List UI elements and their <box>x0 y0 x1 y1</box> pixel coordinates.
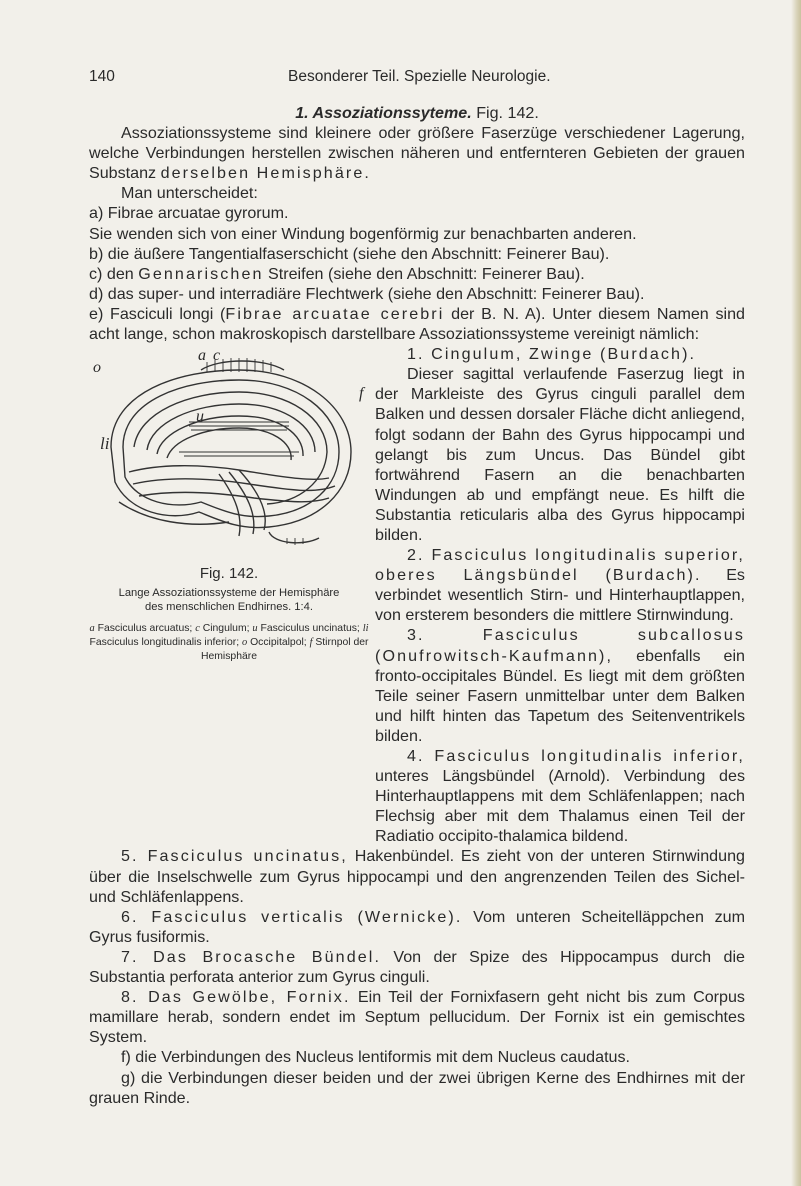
figure-number: Fig. 142. <box>199 565 259 583</box>
list-item-1: 1. Cingulum, Zwinge (Burdach). <box>407 345 697 364</box>
brain-diagram <box>89 352 369 552</box>
item-c: c) den Gennarischen Streifen (siehe den Abschnitt: Feinerer Bau). <box>89 264 585 283</box>
list-item-4: 4. Fasciculus longitudinalis inferior, unteres Längsbündel (Arnold). Verbindung des Hinterhauptlappens mit dem Schläfenlappen; nach Flechsig aber mit dem Thalamus einen Teil der Radiatio occipito-thalamica bildend. <box>375 747 745 846</box>
figure-label-c: c <box>213 347 221 365</box>
figure-legend: a Fasciculus arcuatus; c Cingulum; u Fasciculus uncinatus; li Fasciculus longitudinalis inferior; o Occipitalpol; f Stirnpol der Hemisphäre <box>89 623 369 663</box>
section-fig-ref: Fig. 142. <box>476 104 539 122</box>
list-item-7: 7. Das Brocasche Bündel. Von der Spize des Hippocampus durch die Substantia perforata anterior zum Gyrus cinguli. <box>89 947 745 987</box>
running-header <box>89 68 711 90</box>
figure-image <box>89 347 369 552</box>
figure-142 <box>89 344 369 836</box>
item-a: a) Fibrae arcuatae gyrorum. <box>89 204 289 223</box>
figure-label-u: u <box>196 408 204 426</box>
section-title: 1. Assoziationssyteme. <box>295 104 472 122</box>
page-edge <box>791 0 801 1186</box>
text-column <box>89 103 745 1108</box>
figure-label-o: o <box>93 359 101 377</box>
item-d: d) das super- und interradiäre Flechtwerk (siehe den Abschnitt: Feinerer Bau). <box>89 284 645 303</box>
item-b: b) die äußere Tangentialfaserschicht (siehe den Abschnitt: Feinerer Bau). <box>89 244 610 263</box>
figure-label-li: li <box>100 434 110 454</box>
item-g: g) die Verbindungen dieser beiden und der zwei übrigen Kerne des Endhirnes mit der grauen Rinde. <box>89 1068 745 1107</box>
list-item-5: 5. Fasciculus uncinatus, Hakenbündel. Es zieht von der unteren Stirnwindung über die Inselschwelle zum Gyrus hippocampi und den angrenzenden Teilen des Sichel- und Schläfenlappens. <box>89 847 745 906</box>
list-item-2: 2. Fasciculus longitudinalis superior, oberes Längsbündel (Burdach). Es verbindet wesentlich Stirn- und Hinterhauptlappen, von ersterem besonders die mittlere Stirnwindung. <box>375 546 745 625</box>
figure-label-f: f <box>359 385 364 403</box>
page-number: 140 <box>89 68 115 85</box>
item-e: e) Fasciculi longi (Fibrae arcuatae cerebri der B. N. A). Unter diesem Namen sind acht lange, schon makroskopisch darstellbare Assoziationssysteme vereinigt nämlich: <box>89 304 745 344</box>
figure-label-a: a <box>198 347 206 365</box>
intro-paragraph: Assoziationssysteme sind kleinere oder größere Faserzüge verschiedener Lagerung, welche Verbindungen herstellen zwischen näheren und entfernteren Gebieten der grauen Substanz derselben Hemisphäre. <box>89 124 745 183</box>
distinguish-line: Man unterscheidet: <box>121 184 258 203</box>
list-item-1-text: Dieser sagittal verlaufende Faserzug liegt in der Markleiste des Gyrus cinguli parallel dem Balken und dessen dorsaler Fläche dicht anliegend, folgt sodann der Bahn des Gyrus hippocampi und gelangt bis zum Uncus. Das Bündel gibt fortwährend Fasern an die benachbarten Windungen ab und empfängt neue. Es hilft die Substantia reticularis alba des Gyrus hippocampi bilden. <box>375 365 745 544</box>
item-f: f) die Verbindungen des Nucleus lentiformis mit dem Nucleus caudatus. <box>121 1048 631 1067</box>
list-item-3: 3. Fasciculus subcallosus (Onufrowitsch-Kaufmann), ebenfalls ein fronto-occipitales Bündel. Es liegt mit dem größten Teile seiner Fasern unmittelbar unter dem Balken und hilft hinten das Tapetum des Seitenventrikels bilden. <box>375 626 745 745</box>
figure-caption: Lange Assoziationssysteme der Hemisphäre des menschlichen Endhirnes. 1:4. <box>118 587 340 614</box>
item-a-desc: Sie wenden sich von einer Windung bogenförmig zur benachbarten anderen. <box>89 224 637 243</box>
running-title: Besonderer Teil. Spezielle Neurologie. <box>288 68 551 85</box>
list-item-8: 8. Das Gewölbe, Fornix. Ein Teil der Fornixfasern geht nicht bis zum Corpus mamillare herab, sondern endet im Septum pellucidum. Der Fornix ist ein gemischtes System. <box>89 988 745 1047</box>
list-item-6: 6. Fasciculus verticalis (Wernicke). Vom unteren Scheitelläppchen zum Gyrus fusiformis. <box>89 907 745 946</box>
section-heading <box>89 103 745 123</box>
